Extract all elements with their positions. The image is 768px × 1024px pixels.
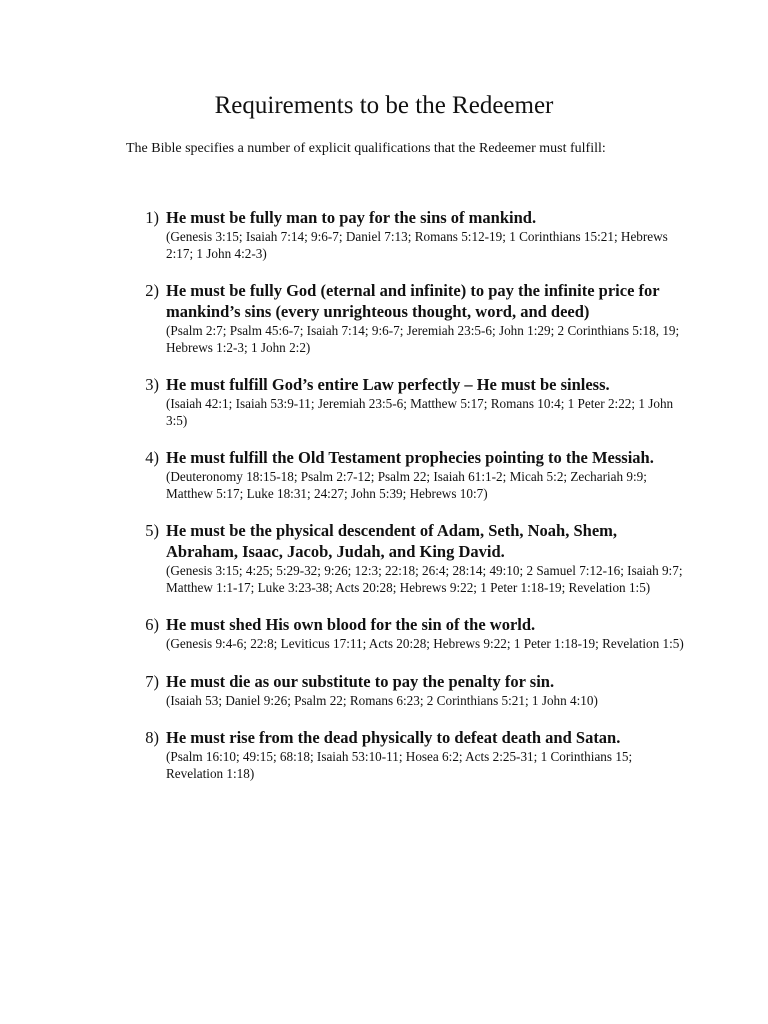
requirement-body xyxy=(159,447,686,502)
requirement-number: 6) xyxy=(145,615,159,634)
requirement-references: (Genesis 3:15; Isaiah 7:14; 9:6-7; Daniel 7:13; Romans 5:12-19; 1 Corinthians 15:21; Hebrews 2:17; 1 John 4:2-3) xyxy=(166,229,668,261)
requirement-references: (Isaiah 53; Daniel 9:26; Psalm 22; Romans 6:23; 2 Corinthians 5:21; 1 John 4:10) xyxy=(166,692,598,708)
requirement-heading: He must shed His own blood for the sin of the world. xyxy=(166,615,536,634)
requirement-references: (Genesis 3:15; 4:25; 5:29-32; 9:26; 12:3; 22:18; 26:4; 28:14; 49:10; 2 Samuel 7:12-16; Isaiah 9:7; Matthew 1:1-17; Luke 3:23-38; Acts 20:28; Hebrews 9:22; 1 Peter 1:18-19; Revelation 1:5) xyxy=(166,563,683,595)
requirement-references: (Deuteronomy 18:15-18; Psalm 2:7-12; Psalm 22; Isaiah 61:1-2; Micah 5:2; Zechariah 9:9; Matthew 5:17; Luke 18:31; 24:27; John 5:39; Hebrews 10:7) xyxy=(166,469,647,501)
requirement-number: 2) xyxy=(145,281,159,300)
requirement-heading: He must fulfill God’s entire Law perfectly – He must be sinless. xyxy=(166,375,610,394)
requirement-number: 3) xyxy=(145,375,159,394)
requirement-body xyxy=(159,520,686,596)
requirements-list xyxy=(126,207,686,800)
document-title: Requirements to be the Redeemer xyxy=(214,92,554,119)
requirement-item xyxy=(126,520,686,596)
requirement-number: 1) xyxy=(145,208,159,227)
requirement-heading: He must die as our substitute to pay the penalty for sin. xyxy=(166,671,555,691)
requirement-item xyxy=(126,207,686,262)
requirement-body xyxy=(159,374,686,429)
requirement-item xyxy=(126,671,686,710)
requirement-heading: He must fulfill the Old Testament prophecies pointing to the Messiah. xyxy=(166,448,654,467)
requirement-body xyxy=(159,280,686,356)
requirement-references: (Isaiah 42:1; Isaiah 53:9-11; Jeremiah 23:5-6; Matthew 5:17; Romans 10:4; 1 Peter 2:22; 1 John 3:5) xyxy=(166,396,674,428)
requirement-body xyxy=(159,207,686,262)
requirement-references: (Genesis 9:4-6; 22:8; Leviticus 17:11; Acts 20:28; Hebrews 9:22; 1 Peter 1:18-19; Revelation 1:5) xyxy=(166,636,684,651)
requirement-number: 7) xyxy=(145,671,159,691)
intro-paragraph: The Bible specifies a number of explicit qualifications that the Redeemer must fulfill: xyxy=(126,141,606,156)
requirement-item xyxy=(126,614,686,653)
requirement-heading: He must be fully God (eternal and infinite) to pay the infinite price for mankind’s sins (every unrighteous thought, word, and deed) xyxy=(166,281,660,321)
requirement-item xyxy=(126,447,686,502)
requirement-body xyxy=(159,671,686,710)
requirement-item xyxy=(126,727,686,782)
requirement-heading: He must rise from the dead physically to defeat death and Satan. xyxy=(166,728,621,747)
requirement-number: 5) xyxy=(145,521,159,540)
requirement-number: 8) xyxy=(145,728,159,747)
requirement-heading: He must be fully man to pay for the sins of mankind. xyxy=(166,208,537,227)
requirement-body xyxy=(159,727,686,782)
requirement-item xyxy=(126,280,686,356)
requirement-references: (Psalm 16:10; 49:15; 68:18; Isaiah 53:10-11; Hosea 6:2; Acts 2:25-31; 1 Corinthians 15; Revelation 1:18) xyxy=(166,749,633,781)
requirement-body xyxy=(159,614,686,653)
requirement-number: 4) xyxy=(145,448,159,467)
requirement-item xyxy=(126,374,686,429)
requirement-heading: He must be the physical descendent of Adam, Seth, Noah, Shem, Abraham, Isaac, Jacob, Judah, and King David. xyxy=(166,521,618,561)
requirement-references: (Psalm 2:7; Psalm 45:6-7; Isaiah 7:14; 9:6-7; Jeremiah 23:5-6; John 1:29; 2 Corinthians 5:18, 19; Hebrews 1:2-3; 1 John 2:2) xyxy=(166,323,680,355)
